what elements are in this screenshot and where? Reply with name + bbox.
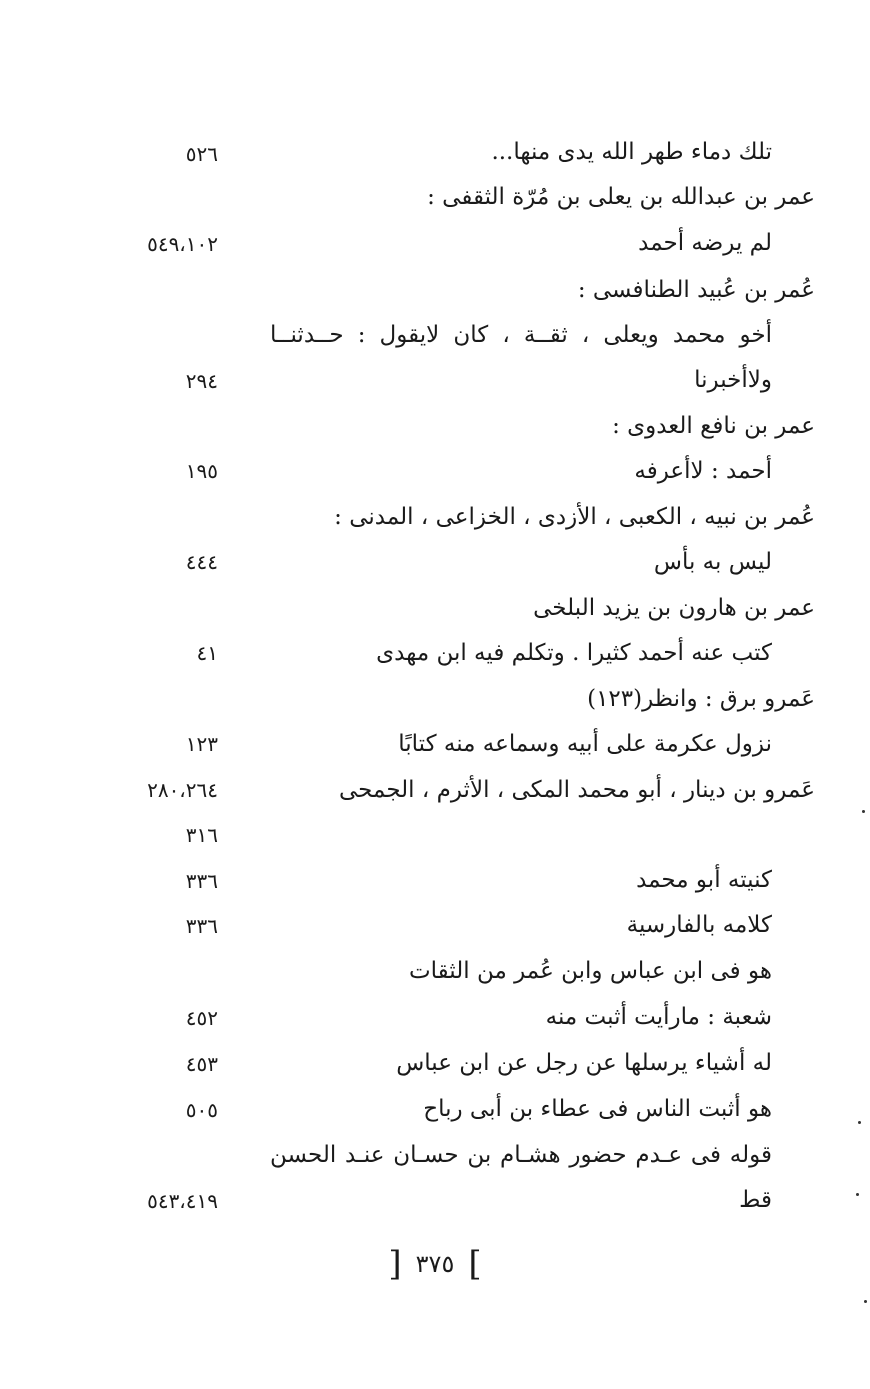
entry-text: ولاأخبرنا <box>694 367 772 393</box>
entry-heading: عُمر بن نبيه ، الكعبى ، الأزدى ، الخزاعى ، المدنى : <box>334 504 815 530</box>
entry-heading: عمر بن هارون بن يزيد البلخى <box>533 595 815 621</box>
entry-heading: عمر بن نافع العدوى : <box>612 413 815 439</box>
entry-heading: عمر بن عبدالله بن يعلى بن مُرّة الثقفى : <box>427 184 815 210</box>
entry-text: قط <box>739 1187 772 1213</box>
page-reference: ٥٠٥ <box>185 1098 218 1122</box>
page-reference: ٥٢٦ <box>185 142 218 166</box>
entry-text: كنيته أبو محمد <box>636 867 772 893</box>
entry-text: كلامه بالفارسية <box>626 912 772 938</box>
entry-text: هو فى ابن عباس وابن عُمر من الثقات <box>409 958 772 984</box>
scan-speck <box>862 810 865 813</box>
page-reference: ٥٤٩،١٠٢ <box>147 232 218 256</box>
page-reference: ٢٨٠،٢٦٤ <box>147 778 218 802</box>
bracket-open: [ <box>388 1243 402 1284</box>
entry-text: هو أثبت الناس فى عطاء بن أبى رباح <box>423 1096 772 1122</box>
entry-text: نزول عكرمة على أبيه وسماعه منه كتابًا <box>398 731 772 757</box>
page-reference: ٣١٦ <box>185 823 218 847</box>
entry-heading: عَمرو برق : وانظر(١٢٣) <box>587 686 815 712</box>
page-reference: ٣٣٦ <box>185 869 218 893</box>
scan-speck <box>858 1121 861 1124</box>
entry-text: شعبة : مارأيت أثبت منه <box>545 1004 772 1030</box>
page-reference: ٤٥٣ <box>185 1052 218 1076</box>
page-reference: ٤٥٢ <box>185 1006 218 1030</box>
page-reference: ٥٤٣،٤١٩ <box>147 1189 218 1213</box>
page-reference: ٣٣٦ <box>185 914 218 938</box>
entry-heading: عَمرو بن دينار ، أبو محمد المكى ، الأثرم ، الجمحى <box>339 777 815 803</box>
page-reference: ٤٤٤ <box>185 550 218 574</box>
scan-speck <box>864 1300 867 1303</box>
page-reference: ٤١ <box>196 641 218 665</box>
entry-text: لم يرضه أحمد <box>638 230 772 256</box>
entry-heading: عُمر بن عُبيد الطنافسى : <box>577 277 815 303</box>
entry-text: له أشياء يرسلها عن رجل عن ابن عباس <box>396 1050 772 1076</box>
page-reference: ٢٩٤ <box>185 369 218 393</box>
page-reference: ١٢٣ <box>185 732 218 756</box>
entry-text: قوله فى عـدم حضور هشـام بن حسـان عنـد الحسن <box>270 1142 772 1168</box>
page-number-value: ٣٧٥ <box>415 1249 455 1278</box>
entry-text: كتب عنه أحمد كثيرا . وتكلم فيه ابن مهدى <box>376 640 772 666</box>
entry-text: أحمد : لاأعرفه <box>634 458 772 484</box>
page-number <box>0 1243 870 1284</box>
entry-text: تلك دماء طهر الله يدى منها... <box>491 139 772 165</box>
entry-text: أخو محمد ويعلى ، ثقــة ، كان لايقول : حــدثنــا <box>270 322 772 348</box>
scan-speck <box>856 1193 859 1196</box>
page-reference: ١٩٥ <box>185 459 218 483</box>
bracket-close: ] <box>468 1243 482 1284</box>
entry-text: ليس به بأس <box>653 549 772 575</box>
